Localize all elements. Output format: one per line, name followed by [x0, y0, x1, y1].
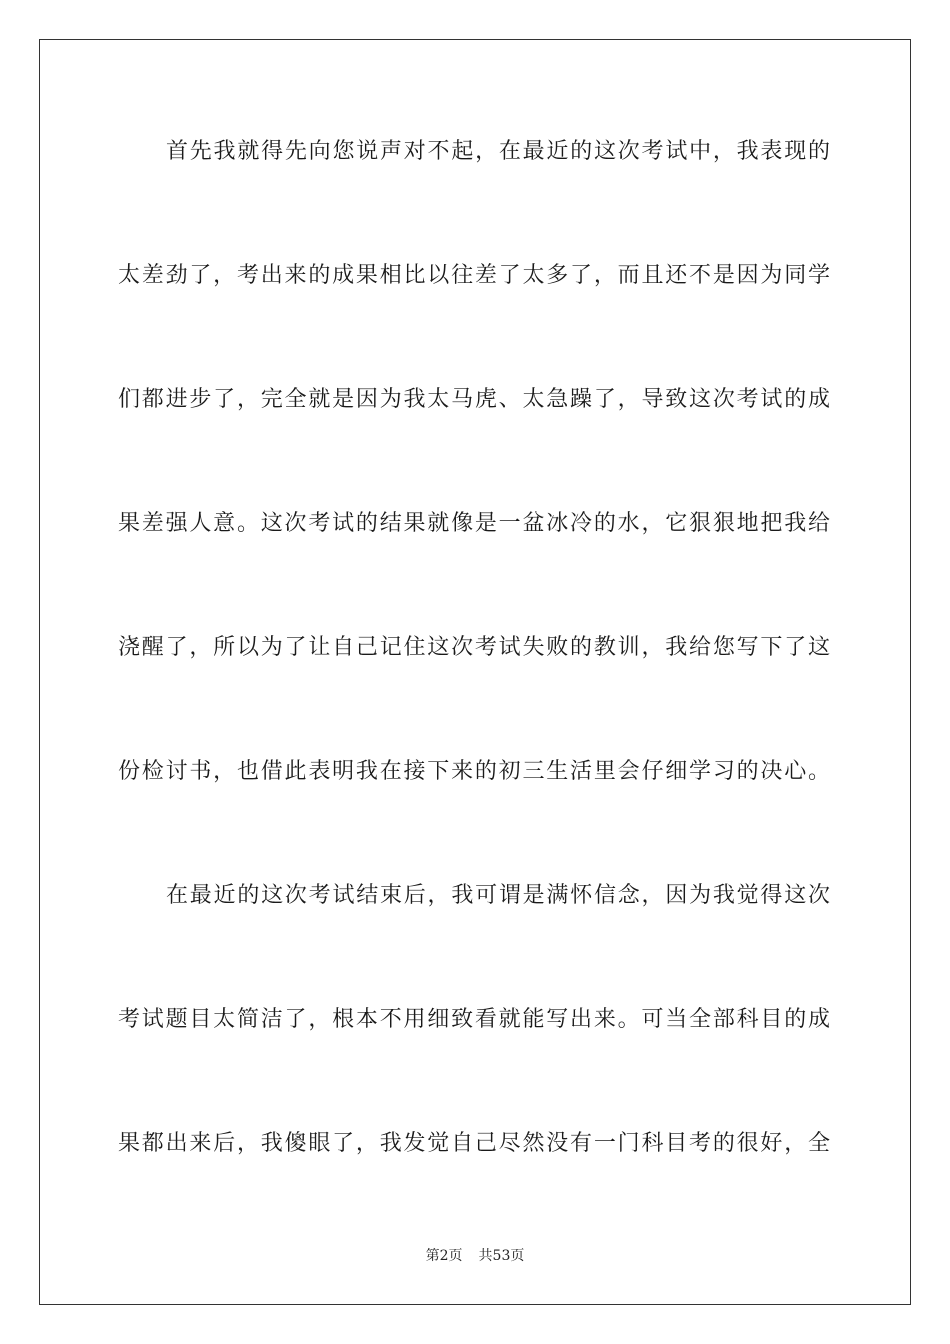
page-footer: [0, 1246, 950, 1266]
page-border: [39, 39, 911, 1305]
total-pages: 共53页: [478, 1248, 525, 1264]
paragraph-1-line-3: 们都进步了，完全就是因为我太马虎、太急躁了，导致这次考试的成: [118, 387, 830, 412]
paragraph-1-line-6: 份检讨书，也借此表明我在接下来的初三生活里会仔细学习的决心。: [118, 759, 830, 784]
paragraph-1-line-2: 太差劲了，考出来的成果相比以往差了太多了，而且还不是因为同学: [118, 263, 830, 288]
paragraph-1-line-5: 浇醒了，所以为了让自己记住这次考试失败的教训，我给您写下了这: [118, 635, 830, 660]
paragraph-2-line-2: 考试题目太简洁了，根本不用细致看就能写出来。可当全部科目的成: [118, 1007, 830, 1032]
paragraph-1-line-1: 首先我就得先向您说声对不起，在最近的这次考试中，我表现的: [166, 139, 830, 164]
paragraph-1-line-4: 果差强人意。这次考试的结果就像是一盆冰冷的水，它狠狠地把我给: [118, 511, 830, 536]
paragraph-2-line-1: 在最近的这次考试结束后，我可谓是满怀信念，因为我觉得这次: [166, 883, 830, 908]
paragraph-2-line-3: 果都出来后，我傻眼了，我发觉自己尽然没有一门科目考的很好，全: [118, 1131, 830, 1156]
page-number: 第2页: [425, 1248, 463, 1264]
